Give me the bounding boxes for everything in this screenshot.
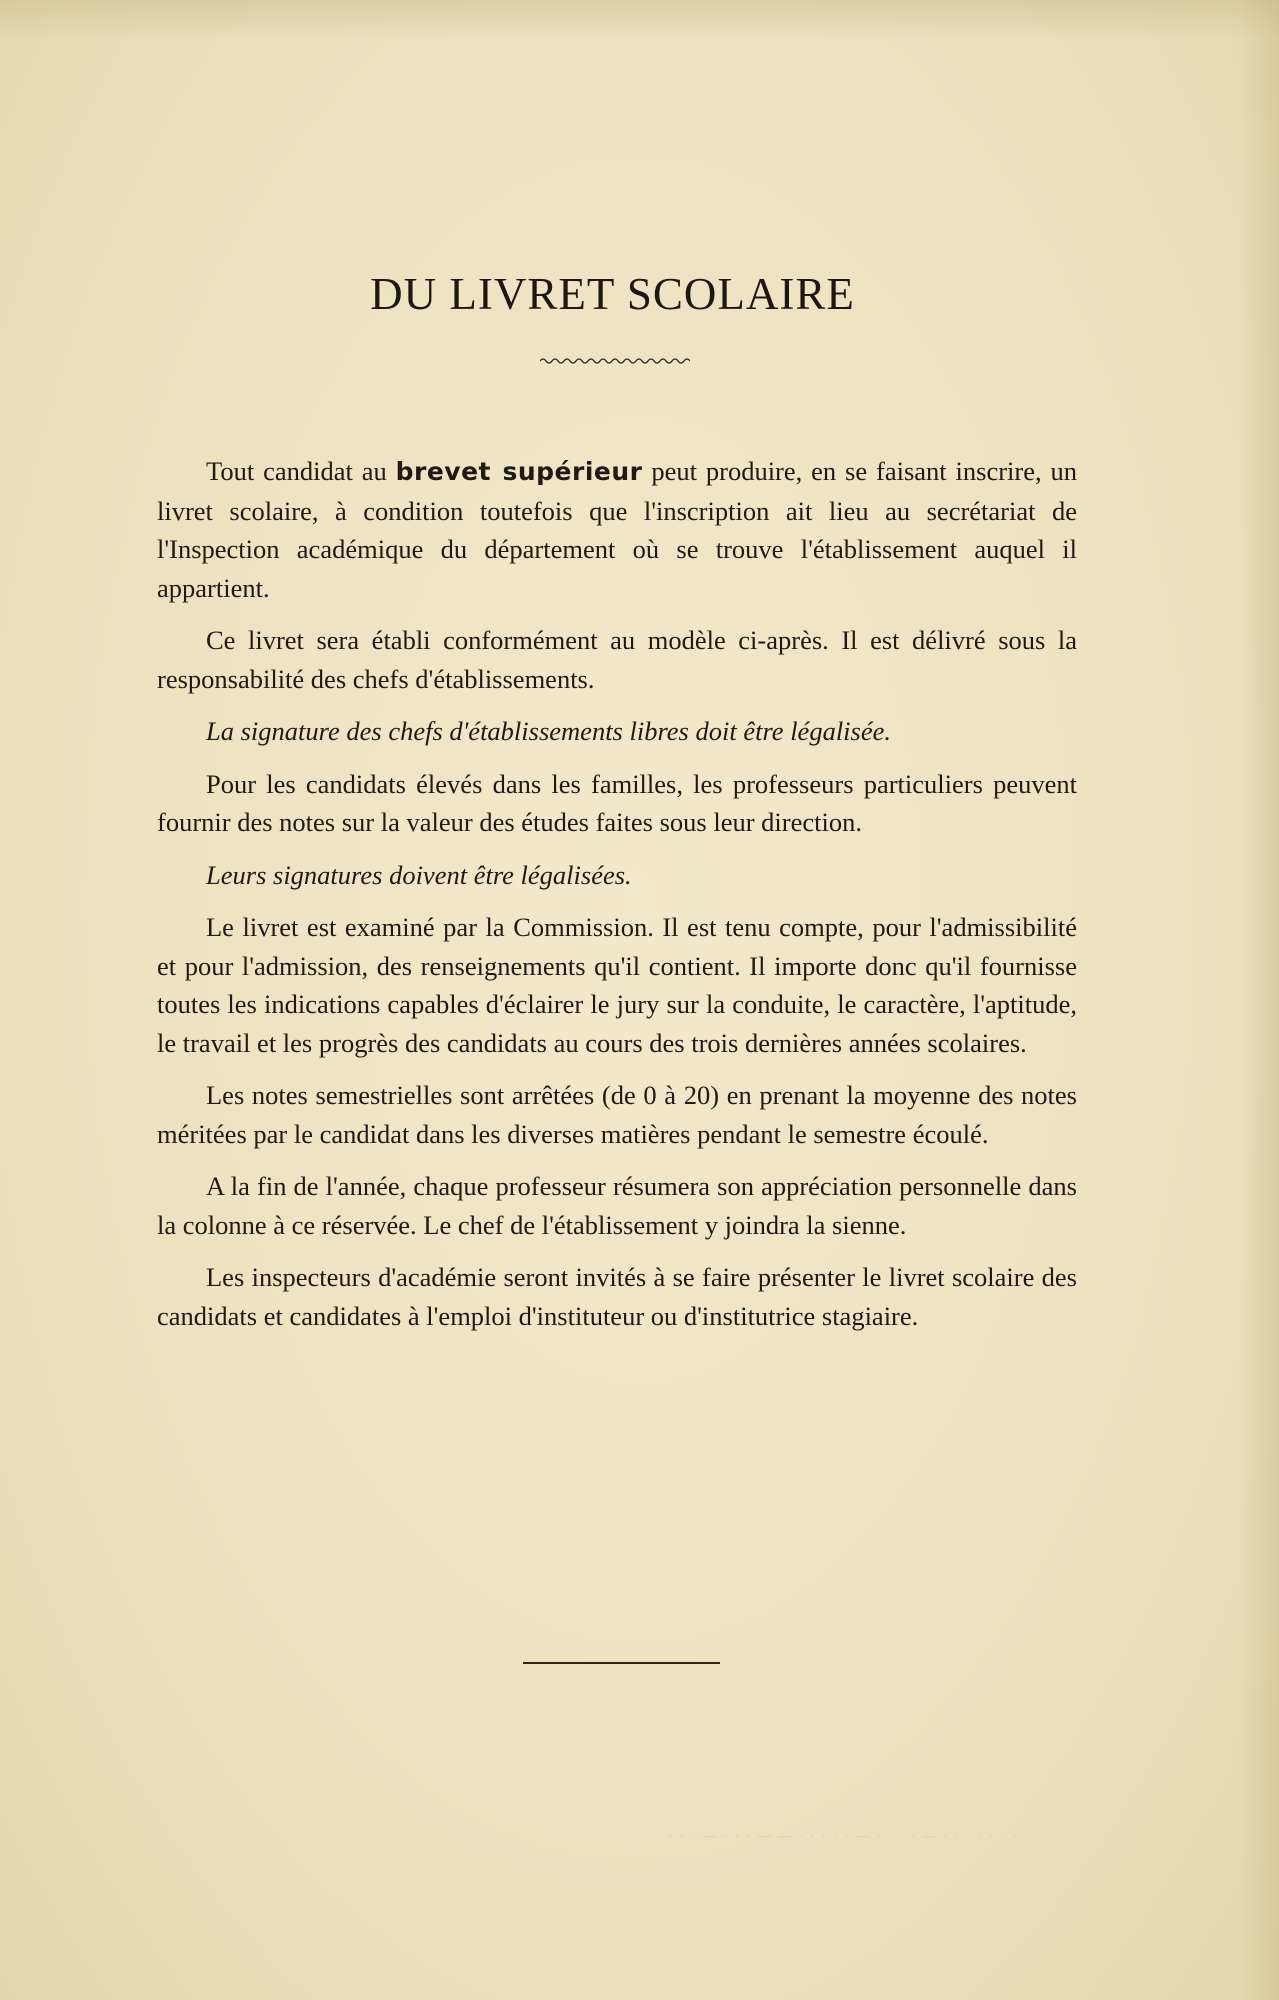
paragraph-brevet (157, 452, 1077, 607)
paragraph-fin-annee: A la fin de l'année, chaque professeur résumera son appréciation personnelle dans la colonne à ce réservée. Le chef de l'établissement y joindra la sienne. (157, 1171, 1077, 1240)
wavy-ornament-icon (540, 356, 690, 366)
paragraph-brevet-before: Tout candidat au (206, 456, 396, 486)
paragraph-brevet-after: peut produire, en se faisant inscrire, un livret scolaire, à condition toutefois que l'inscription ait lieu au secrétariat de l'Inspection académique du département où se trouve l'établissement auquel il appartient. (157, 456, 1077, 603)
paragraph-inspecteurs: Les inspecteurs d'académie seront invités à se faire présenter le livret scolaire des candidats et candidates à l'emploi d'instituteur ou d'institutrice stagiaire. (157, 1262, 1077, 1331)
document-body (157, 452, 1077, 1349)
paragraph-candidats-familles: Pour les candidats élevés dans les familles, les professeurs particuliers peuvent fournir des notes sur la valeur des études faites sous leur direction. (157, 768, 1077, 837)
document-title: DU LIVRET SCOLAIRE (370, 269, 855, 319)
paragraph-livret-modele: Ce livret sera établi conformément au modèle ci-après. Il est délivré sous la responsabilité des chefs d'établissements. (157, 625, 1077, 694)
paragraph-signature-legalisee: La signature des chefs d'établissements libres doit être légalisée. (206, 716, 892, 746)
brevet-superieur-emphasis: brevet supérieur (395, 457, 643, 486)
closing-rule (523, 1662, 720, 1664)
paragraph-examen-commission: Le livret est examiné par la Commission. Il est tenu compte, pour l'admissibilité et pour l'admission, des renseignements qu'il contient. Il importe donc qu'il fournisse toutes les indications capables d'éclairer le jury sur la conduite, le caractère, l'aptitude, le travail et les progrès des candidats au cours des trois dernières années scolaires. (157, 912, 1077, 1058)
paragraph-signatures-legalisees: Leurs signatures doivent être légalisées. (206, 859, 632, 890)
faded-bleedthrough-marks: · · · — · · · — — · · · · · — · · · · — · · · · · · · (668, 1828, 1019, 1843)
paragraph-notes-semestrielles: Les notes semestrielles sont arrêtées (de 0 à 20) en prenant la moyenne des notes méritées par le candidat dans les diverses matières pendant le semestre écoulé. (157, 1080, 1077, 1149)
